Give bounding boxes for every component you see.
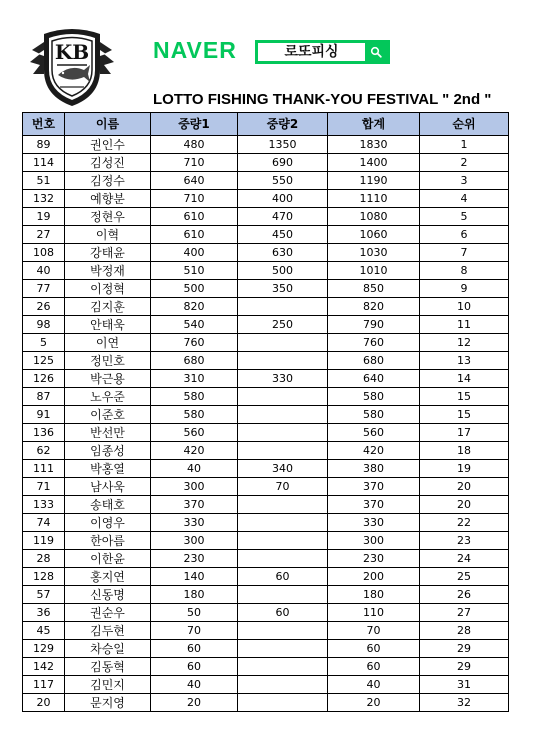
cell-total: 1010	[328, 262, 420, 280]
cell-rank: 18	[420, 442, 509, 460]
cell-rank: 24	[420, 550, 509, 568]
cell-name: 정현우	[65, 208, 151, 226]
table-row	[23, 496, 509, 514]
cell-name: 차승일	[65, 640, 151, 658]
cell-weight2	[238, 424, 328, 442]
cell-total: 200	[328, 568, 420, 586]
cell-weight1: 500	[151, 280, 238, 298]
table-row	[23, 442, 509, 460]
cell-rank: 3	[420, 172, 509, 190]
cell-total: 110	[328, 604, 420, 622]
cell-name: 임종성	[65, 442, 151, 460]
cell-name: 반선만	[65, 424, 151, 442]
cell-rank: 14	[420, 370, 509, 388]
cell-name: 김민지	[65, 676, 151, 694]
cell-name: 강태윤	[65, 244, 151, 262]
cell-name: 권인수	[65, 136, 151, 154]
cell-weight1: 50	[151, 604, 238, 622]
cell-rank: 5	[420, 208, 509, 226]
table-row	[23, 262, 509, 280]
cell-weight1: 40	[151, 460, 238, 478]
cell-total: 790	[328, 316, 420, 334]
cell-total: 820	[328, 298, 420, 316]
table-row	[23, 424, 509, 442]
cell-number: 108	[23, 244, 65, 262]
cell-rank: 27	[420, 604, 509, 622]
cell-name: 이준호	[65, 406, 151, 424]
naver-logo: NAVER	[153, 37, 237, 63]
cell-weight2: 60	[238, 604, 328, 622]
cell-total: 40	[328, 676, 420, 694]
cell-name: 권순우	[65, 604, 151, 622]
cell-weight1: 640	[151, 172, 238, 190]
cell-name: 김정수	[65, 172, 151, 190]
cell-total: 640	[328, 370, 420, 388]
cell-rank: 17	[420, 424, 509, 442]
cell-total: 1030	[328, 244, 420, 262]
cell-rank: 8	[420, 262, 509, 280]
cell-rank: 1	[420, 136, 509, 154]
table-row	[23, 550, 509, 568]
cell-name: 김두현	[65, 622, 151, 640]
table-row	[23, 226, 509, 244]
cell-weight1: 420	[151, 442, 238, 460]
cell-number: 129	[23, 640, 65, 658]
cell-number: 87	[23, 388, 65, 406]
table-row	[23, 154, 509, 172]
column-header-weight2: 중량2	[238, 113, 328, 136]
cell-number: 74	[23, 514, 65, 532]
cell-rank: 20	[420, 496, 509, 514]
cell-weight1: 510	[151, 262, 238, 280]
table-row	[23, 604, 509, 622]
cell-name: 이영우	[65, 514, 151, 532]
column-header-rank: 순위	[420, 113, 509, 136]
cell-number: 125	[23, 352, 65, 370]
table-row	[23, 460, 509, 478]
table-row	[23, 244, 509, 262]
cell-weight2	[238, 640, 328, 658]
cell-number: 136	[23, 424, 65, 442]
table-row	[23, 478, 509, 496]
table-row	[23, 316, 509, 334]
cell-name: 박홍열	[65, 460, 151, 478]
search-button[interactable]	[365, 43, 387, 61]
cell-rank: 29	[420, 658, 509, 676]
cell-total: 560	[328, 424, 420, 442]
cell-rank: 12	[420, 334, 509, 352]
table-row	[23, 298, 509, 316]
cell-total: 420	[328, 442, 420, 460]
column-header-weight1: 중량1	[151, 113, 238, 136]
cell-total: 370	[328, 496, 420, 514]
cell-name: 홍지연	[65, 568, 151, 586]
cell-weight1: 180	[151, 586, 238, 604]
cell-weight1: 60	[151, 640, 238, 658]
cell-total: 330	[328, 514, 420, 532]
results-table	[22, 112, 509, 712]
cell-number: 28	[23, 550, 65, 568]
cell-rank: 7	[420, 244, 509, 262]
cell-name: 문지영	[65, 694, 151, 712]
cell-rank: 2	[420, 154, 509, 172]
table-row	[23, 208, 509, 226]
cell-number: 26	[23, 298, 65, 316]
cell-weight2	[238, 676, 328, 694]
cell-weight2: 400	[238, 190, 328, 208]
cell-number: 45	[23, 622, 65, 640]
cell-name: 한아름	[65, 532, 151, 550]
cell-total: 1830	[328, 136, 420, 154]
table-row	[23, 136, 509, 154]
table-row	[23, 514, 509, 532]
cell-rank: 15	[420, 406, 509, 424]
cell-name: 안태욱	[65, 316, 151, 334]
cell-weight2: 550	[238, 172, 328, 190]
cell-number: 20	[23, 694, 65, 712]
column-header-name: 이름	[65, 113, 151, 136]
cell-number: 71	[23, 478, 65, 496]
cell-total: 1400	[328, 154, 420, 172]
table-row	[23, 370, 509, 388]
table-row	[23, 280, 509, 298]
cell-number: 19	[23, 208, 65, 226]
cell-rank: 23	[420, 532, 509, 550]
table-row	[23, 334, 509, 352]
cell-weight1: 230	[151, 550, 238, 568]
cell-name: 박정재	[65, 262, 151, 280]
cell-number: 77	[23, 280, 65, 298]
cell-name: 노우준	[65, 388, 151, 406]
cell-number: 36	[23, 604, 65, 622]
table-row	[23, 658, 509, 676]
table-row	[23, 532, 509, 550]
cell-weight1: 760	[151, 334, 238, 352]
cell-weight1: 330	[151, 514, 238, 532]
cell-name: 신동명	[65, 586, 151, 604]
cell-weight2: 630	[238, 244, 328, 262]
cell-rank: 26	[420, 586, 509, 604]
cell-number: 5	[23, 334, 65, 352]
cell-weight2	[238, 406, 328, 424]
svg-text:KB: KB	[54, 40, 90, 64]
cell-weight2: 330	[238, 370, 328, 388]
cell-total: 370	[328, 478, 420, 496]
cell-name: 박근용	[65, 370, 151, 388]
cell-weight1: 400	[151, 244, 238, 262]
cell-number: 27	[23, 226, 65, 244]
cell-weight2	[238, 334, 328, 352]
cell-name: 이연	[65, 334, 151, 352]
cell-number: 91	[23, 406, 65, 424]
cell-number: 133	[23, 496, 65, 514]
cell-name: 송태호	[65, 496, 151, 514]
search-query[interactable]: 로또피싱	[284, 44, 339, 60]
cell-weight2	[238, 388, 328, 406]
cell-total: 60	[328, 658, 420, 676]
kb-association-logo	[30, 20, 114, 108]
column-header-total: 합계	[328, 113, 420, 136]
cell-weight1: 820	[151, 298, 238, 316]
table-header-row	[23, 113, 509, 136]
cell-rank: 15	[420, 388, 509, 406]
cell-weight2: 1350	[238, 136, 328, 154]
cell-number: 62	[23, 442, 65, 460]
cell-number: 142	[23, 658, 65, 676]
table-row	[23, 586, 509, 604]
cell-weight2	[238, 658, 328, 676]
cell-number: 119	[23, 532, 65, 550]
cell-number: 40	[23, 262, 65, 280]
table-row	[23, 676, 509, 694]
cell-number: 126	[23, 370, 65, 388]
cell-weight2	[238, 622, 328, 640]
cell-name: 김성진	[65, 154, 151, 172]
cell-total: 580	[328, 406, 420, 424]
table-body	[23, 136, 509, 712]
cell-rank: 11	[420, 316, 509, 334]
cell-rank: 10	[420, 298, 509, 316]
cell-weight1: 140	[151, 568, 238, 586]
cell-weight1: 370	[151, 496, 238, 514]
cell-rank: 25	[420, 568, 509, 586]
cell-weight1: 300	[151, 478, 238, 496]
cell-weight1: 540	[151, 316, 238, 334]
table-row	[23, 640, 509, 658]
cell-weight1: 480	[151, 136, 238, 154]
cell-weight2	[238, 514, 328, 532]
cell-total: 850	[328, 280, 420, 298]
cell-weight2: 470	[238, 208, 328, 226]
cell-weight1: 710	[151, 190, 238, 208]
cell-weight2	[238, 298, 328, 316]
cell-rank: 22	[420, 514, 509, 532]
cell-weight2	[238, 694, 328, 712]
naver-search-box[interactable]	[255, 40, 390, 64]
cell-total: 1110	[328, 190, 420, 208]
cell-weight1: 710	[151, 154, 238, 172]
cell-weight2	[238, 496, 328, 514]
table-row	[23, 694, 509, 712]
cell-weight2	[238, 442, 328, 460]
cell-total: 680	[328, 352, 420, 370]
column-header-number: 번호	[23, 113, 65, 136]
cell-rank: 32	[420, 694, 509, 712]
cell-weight2: 690	[238, 154, 328, 172]
cell-weight2	[238, 586, 328, 604]
cell-weight1: 60	[151, 658, 238, 676]
table-row	[23, 172, 509, 190]
cell-name: 이한윤	[65, 550, 151, 568]
cell-number: 117	[23, 676, 65, 694]
table-row	[23, 190, 509, 208]
cell-total: 60	[328, 640, 420, 658]
cell-rank: 19	[420, 460, 509, 478]
cell-name: 남사욱	[65, 478, 151, 496]
cell-total: 1060	[328, 226, 420, 244]
page-title: LOTTO FISHING THANK-YOU FESTIVAL " 2nd "	[153, 91, 492, 108]
cell-number: 98	[23, 316, 65, 334]
cell-name: 이혁	[65, 226, 151, 244]
cell-total: 1190	[328, 172, 420, 190]
cell-number: 132	[23, 190, 65, 208]
cell-rank: 29	[420, 640, 509, 658]
table-row	[23, 568, 509, 586]
cell-total: 380	[328, 460, 420, 478]
cell-rank: 31	[420, 676, 509, 694]
cell-total: 1080	[328, 208, 420, 226]
table-row	[23, 406, 509, 424]
table-row	[23, 352, 509, 370]
cell-weight1: 580	[151, 388, 238, 406]
cell-name: 예향분	[65, 190, 151, 208]
cell-total: 70	[328, 622, 420, 640]
cell-number: 57	[23, 586, 65, 604]
cell-total: 760	[328, 334, 420, 352]
cell-weight1: 310	[151, 370, 238, 388]
search-icon[interactable]	[370, 46, 382, 58]
cell-weight2: 450	[238, 226, 328, 244]
cell-weight1: 40	[151, 676, 238, 694]
cell-number: 51	[23, 172, 65, 190]
cell-weight2: 500	[238, 262, 328, 280]
cell-number: 89	[23, 136, 65, 154]
cell-weight1: 610	[151, 226, 238, 244]
table-row	[23, 622, 509, 640]
cell-rank: 6	[420, 226, 509, 244]
cell-rank: 13	[420, 352, 509, 370]
cell-weight2: 60	[238, 568, 328, 586]
cell-weight2: 340	[238, 460, 328, 478]
cell-weight1: 70	[151, 622, 238, 640]
table-row	[23, 388, 509, 406]
cell-rank: 20	[420, 478, 509, 496]
cell-weight2: 250	[238, 316, 328, 334]
cell-number: 111	[23, 460, 65, 478]
cell-total: 300	[328, 532, 420, 550]
cell-total: 580	[328, 388, 420, 406]
cell-name: 정민호	[65, 352, 151, 370]
cell-weight2: 70	[238, 478, 328, 496]
cell-name: 이정혁	[65, 280, 151, 298]
cell-weight2	[238, 532, 328, 550]
cell-weight1: 680	[151, 352, 238, 370]
cell-weight2: 350	[238, 280, 328, 298]
cell-name: 김동혁	[65, 658, 151, 676]
cell-weight2	[238, 550, 328, 568]
cell-number: 128	[23, 568, 65, 586]
cell-weight1: 560	[151, 424, 238, 442]
cell-weight1: 20	[151, 694, 238, 712]
cell-weight1: 580	[151, 406, 238, 424]
cell-rank: 4	[420, 190, 509, 208]
cell-weight2	[238, 352, 328, 370]
cell-total: 180	[328, 586, 420, 604]
cell-number: 114	[23, 154, 65, 172]
cell-total: 20	[328, 694, 420, 712]
cell-weight1: 300	[151, 532, 238, 550]
cell-name: 김지훈	[65, 298, 151, 316]
cell-rank: 9	[420, 280, 509, 298]
cell-rank: 28	[420, 622, 509, 640]
cell-weight1: 610	[151, 208, 238, 226]
cell-total: 230	[328, 550, 420, 568]
